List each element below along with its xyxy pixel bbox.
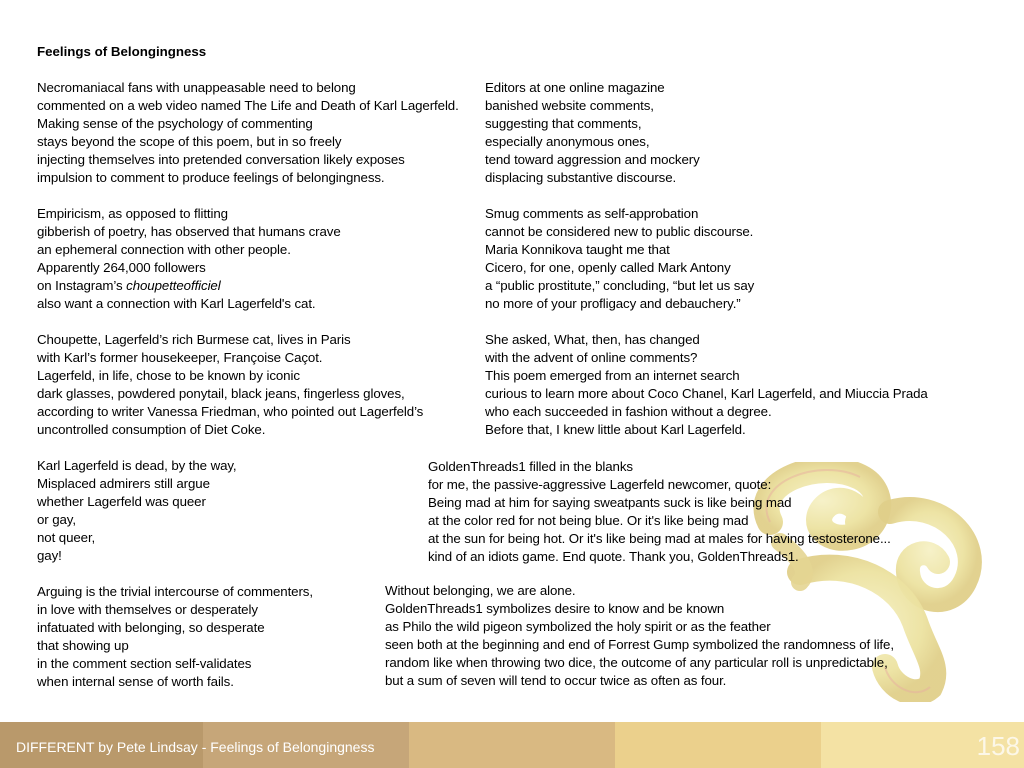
poem-line: random like when throwing two dice, the outcome of any particular roll is unpredictable,: [385, 655, 888, 670]
poem-line: banished website comments,: [485, 98, 654, 113]
poem-line: displacing substantive discourse.: [485, 170, 677, 185]
footer-segment: [409, 722, 615, 768]
poem-line: in the comment section self-validates: [37, 656, 252, 671]
poem-line: Smug comments as self-approbation: [485, 206, 699, 221]
poem-line: GoldenThreads1 filled in the blanks: [428, 459, 633, 474]
stanza-left-3: [37, 331, 423, 439]
poem-line: with Karl’s former housekeeper, Françoise Caçot.: [37, 350, 323, 365]
poem-line: no more of your profligacy and debauchery.”: [485, 296, 741, 311]
poem-line: in love with themselves or desperately: [37, 602, 258, 617]
poem-line-instagram: [37, 277, 341, 295]
poem-line: as Philo the wild pigeon symbolized the holy spirit or as the feather: [385, 619, 771, 634]
poem-line: Apparently 264,000 followers: [37, 260, 206, 275]
poem-line: This poem emerged from an internet search: [485, 368, 740, 383]
poem-line: Being mad at him for saying sweatpants suck is like being mad: [428, 495, 792, 510]
poem-line: an ephemeral connection with other people.: [37, 242, 291, 257]
poem-line: not queer,: [37, 530, 96, 545]
poem-line: uncontrolled consumption of Diet Coke.: [37, 422, 266, 437]
poem-line: also want a connection with Karl Lagerfeld's cat.: [37, 296, 316, 311]
poem-line: at the color red for not being blue. Or it's like being mad: [428, 513, 749, 528]
poem-line: impulsion to comment to produce feelings of belongingness.: [37, 170, 385, 185]
poem-line: Choupette, Lagerfeld’s rich Burmese cat, lives in Paris: [37, 332, 351, 347]
stanza-right-3: [485, 331, 928, 439]
poem-line: that showing up: [37, 638, 129, 653]
poem-line: Necromaniacal fans with unappeasable need to belong: [37, 80, 356, 95]
poem-line: commented on a web video named The Life and Death of Karl Lagerfeld.: [37, 98, 459, 113]
poem-line: Lagerfeld, in life, chose to be known by iconic: [37, 368, 300, 383]
poem-line: Arguing is the trivial intercourse of commenters,: [37, 584, 313, 599]
poem-line: a “public prostitute,” concluding, “but let us say: [485, 278, 755, 293]
poem-line: Maria Konnikova taught me that: [485, 242, 670, 257]
stanza-left-1: [37, 79, 459, 187]
poem-line: Empiricism, as opposed to flitting: [37, 206, 228, 221]
poem-line: GoldenThreads1 symbolizes desire to know and be known: [385, 601, 725, 616]
poem-line: She asked, What, then, has changed: [485, 332, 700, 347]
poem-line: especially anonymous ones,: [485, 134, 650, 149]
poem-line: tend toward aggression and mockery: [485, 152, 700, 167]
poem-line: suggesting that comments,: [485, 116, 642, 131]
poem-line: kind of an idiots game. End quote. Thank you, GoldenThreads1.: [428, 549, 799, 564]
poem-line: Before that, I knew little about Karl Lagerfeld.: [485, 422, 746, 437]
poem-line: whether Lagerfeld was queer: [37, 494, 206, 509]
poem-line: according to writer Vanessa Friedman, who pointed out Lagerfeld’s: [37, 404, 424, 419]
poem-line: with the advent of online comments?: [485, 350, 698, 365]
stanza-bottom: [385, 582, 894, 690]
poem-line: Without belonging, we are alone.: [385, 583, 576, 598]
poem-line: curious to learn more about Coco Chanel, Karl Lagerfeld, and Miuccia Prada: [485, 386, 928, 401]
poem-line: Karl Lagerfeld is dead, by the way,: [37, 458, 237, 473]
instagram-prefix: on Instagram’s: [37, 278, 127, 293]
poem-line: gay!: [37, 548, 62, 563]
stanza-left-4: [37, 457, 237, 565]
poem-line: gibberish of poetry, has observed that humans crave: [37, 224, 341, 239]
instagram-handle: choupetteofficiel: [126, 278, 221, 293]
poem-line: dark glasses, powdered ponytail, black jeans, fingerless gloves,: [37, 386, 405, 401]
poem-line: Editors at one online magazine: [485, 80, 665, 95]
poem-line: at the sun for being hot. Or it's like being mad at males for having testosterone...: [428, 531, 891, 546]
poem-line: injecting themselves into pretended conversation likely exposes: [37, 152, 405, 167]
page-number: 158: [976, 731, 1020, 761]
poem-line: when internal sense of worth fails.: [37, 674, 234, 689]
footer-segment: [615, 722, 821, 768]
poem-line: Cicero, for one, openly called Mark Antony: [485, 260, 731, 275]
poem-line: Misplaced admirers still argue: [37, 476, 210, 491]
poem-line: who each succeeded in fashion without a degree.: [485, 404, 772, 419]
poem-line: stays beyond the scope of this poem, but in so freely: [37, 134, 342, 149]
stanza-middle: [428, 458, 891, 566]
poem-line: but a sum of seven will tend to occur twice as often as four.: [385, 673, 727, 688]
poem-line: cannot be considered new to public discourse.: [485, 224, 754, 239]
stanza-right-1: [485, 79, 700, 187]
poem-title: Feelings of Belongingness: [37, 44, 207, 59]
poem-line: for me, the passive-aggressive Lagerfeld newcomer, quote:: [428, 477, 772, 492]
stanza-left-5: [37, 583, 313, 691]
poem-line: Making sense of the psychology of commenting: [37, 116, 313, 131]
stanza-right-2: [485, 205, 754, 313]
poem-line: seen both at the beginning and end of Forrest Gump symbolized the randomness of life,: [385, 637, 894, 652]
stanza-left-2: [37, 205, 341, 313]
footer-label: DIFFERENT by Pete Lindsay - Feelings of Belongingness: [16, 739, 375, 755]
poem-line: infatuated with belonging, so desperate: [37, 620, 265, 635]
poem-line: or gay,: [37, 512, 76, 527]
